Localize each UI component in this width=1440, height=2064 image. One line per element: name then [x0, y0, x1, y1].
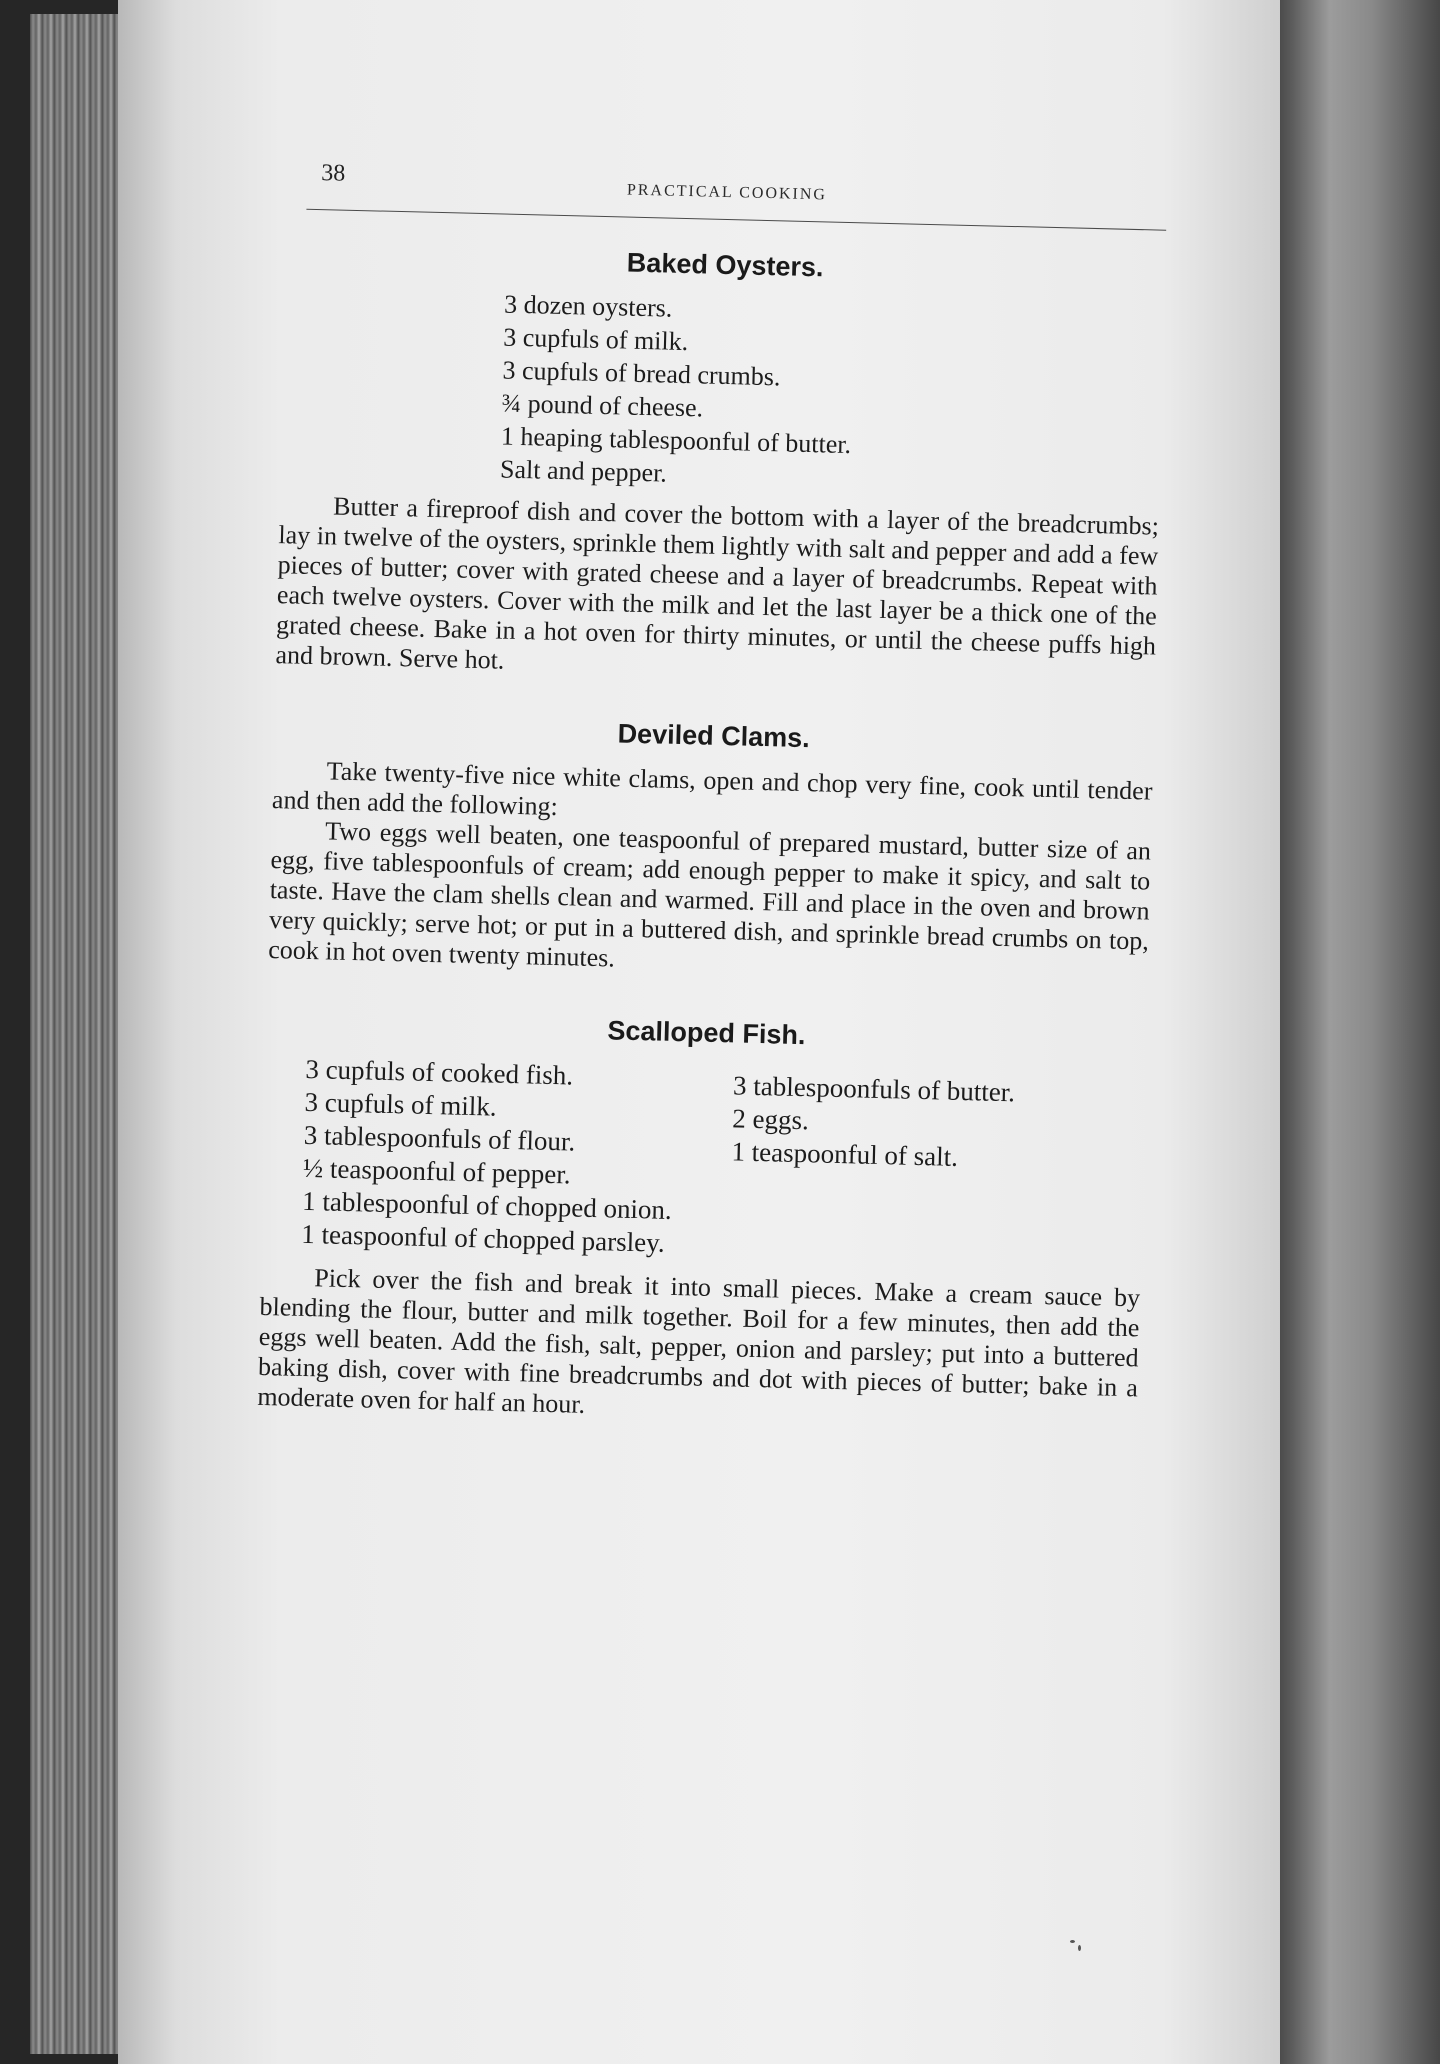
ingredient: 2 eggs. — [731, 1103, 810, 1136]
ingredient: 3 tablespoonfuls of flour. — [303, 1119, 576, 1157]
ingredient-list — [280, 282, 1165, 501]
page-speck — [1070, 1940, 1075, 1943]
ingredient: 1 teaspoonful of chopped parsley. — [301, 1218, 666, 1258]
recipe-scalloped-fish — [257, 1007, 1147, 1433]
ingredient: 3 cupfuls of milk. — [503, 322, 689, 357]
instructions-paragraph: Two eggs well beaten, one teaspoonful of prepared mustard, butter size of an egg, five tablespoonfuls of cream; add enough pepper to make it spicy, and salt to taste. Have the clam shells clean and warmed. Fill and place in the oven and brown very quickly; serve hot; or put in a buttered dish, and sprinkle bread crumbs on top, cook in hot oven twenty minutes. — [267, 816, 1152, 973]
recipe-deviled-clams — [268, 710, 1154, 986]
ingredient: 1 tablespoonful of chopped onion. — [301, 1185, 673, 1225]
recipe-baked-oysters — [275, 239, 1165, 691]
ingredient-columns — [263, 1052, 1146, 1205]
header-rule — [306, 209, 1166, 231]
recipe-title: Scalloped Fish. — [607, 1015, 806, 1051]
ingredient: 3 dozen oysters. — [503, 289, 673, 323]
ingredient: Salt and pepper. — [499, 454, 668, 488]
running-title: PRACTICAL COOKING — [626, 181, 828, 204]
ingredient: 3 cupfuls of bread crumbs. — [502, 355, 781, 392]
recipe-title: Baked Oysters. — [626, 247, 824, 283]
ingredient: 1 heaping tablespoonful of butter. — [500, 421, 852, 460]
page-number: 38 — [320, 160, 346, 187]
ingredient: 1 teaspoonful of salt. — [731, 1136, 959, 1172]
ingredient: ¾ pound of cheese. — [501, 388, 704, 423]
instructions-paragraph: Butter a fireproof dish and cover the bottom with a layer of the breadcrumbs; lay in twelve of the oysters, sprinkle them lightly with salt and pepper and add a few pieces of butter; cover with grated cheese and a layer of breadcrumbs. Repeat with each twelve oysters. Cover with the milk and let the last layer be a thick one of the grated cheese. Bake in a hot oven for thirty minutes, or until the cheese puffs high and brown. Serve hot. — [275, 491, 1160, 675]
running-head — [287, 139, 1168, 220]
instructions-paragraph: Pick over the fish and break it into small pieces. Make a cream sauce by blending the flour, butter and milk together. Boil for a few minutes, then add the eggs well beaten. Add the fish, salt, pepper, onion and parsley; put into a buttered baking dish, cover with fine breadcrumbs and dot with pieces of butter; bake in a moderate oven for half an hour. — [257, 1263, 1141, 1419]
ingredient: ½ teaspoonful of pepper. — [302, 1152, 571, 1190]
book-page — [118, 0, 1280, 2064]
ingredient: 3 cupfuls of cooked fish. — [305, 1053, 574, 1091]
instructions-paragraph: Take twenty-five nice white clams, open and chop very fine, cook until tender and then add the following: — [271, 756, 1153, 822]
facing-page-edge — [1268, 0, 1440, 2064]
ingredient: 3 tablespoonfuls of butter. — [732, 1070, 1016, 1108]
ingredient: 3 cupfuls of milk. — [304, 1086, 497, 1122]
page-content — [257, 139, 1168, 1433]
ingredient-list-right — [730, 1063, 1015, 1202]
page-speck — [1078, 1945, 1081, 1951]
recipe-title: Deviled Clams. — [617, 718, 811, 754]
ingredient-list-left — [303, 1053, 734, 1195]
